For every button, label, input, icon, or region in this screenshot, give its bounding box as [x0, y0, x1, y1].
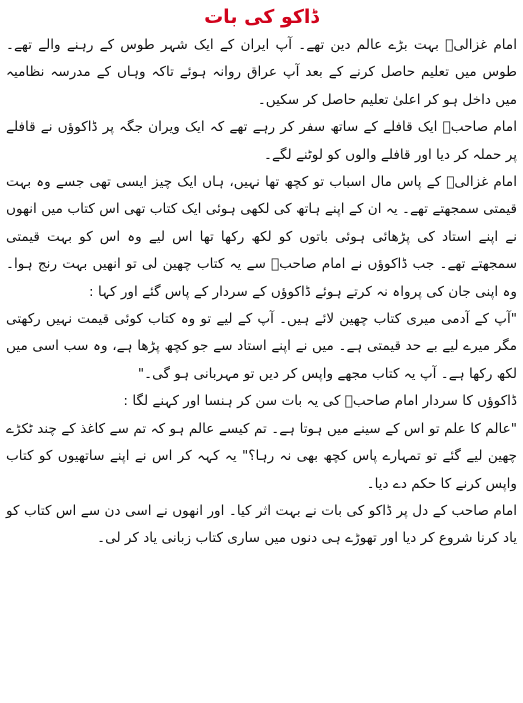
page-title: ڈاکو کی بات — [204, 6, 319, 28]
paragraph-book: امام غزالیؒ کے پاس مال اسباب تو کچھ تھا نہیں، ہاں ایک چیز ایسی تھی جسے وہ بہت قیمتی سمجھتے تھے۔ یہ ان کے اپنے ہاتھ کی لکھی ہوئی ایک کتاب تھی اس کتاب میں انھوں نے اپنے استاد کی پڑھائی ہوئی باتوں کو لکھ رکھا تھا اس لیے وہ اس کو بہت قیمتی سمجھتے تھے۔ جب ڈاکوؤں نے امام صاحبؒ سے یہ کتاب چھین لی تو انھیں بہت رنج ہوا۔ وہ اپنی جان کی پرواہ نہ کرتے ہوئے ڈاکوؤں کے سردار کے پاس گئے اور کہا : — [6, 174, 517, 300]
paragraph-intro: امام غزالیؒ بہت بڑے عالم دین تھے۔ آپ ایران کے ایک شہر طوس کے رہنے والے تھے۔ طوس میں تعلیم حاصل کرنے کے بعد آپ عراق روانہ ہوئے تاکہ وہاں کے مدرسہ نظامیہ میں داخل ہو کر اعلیٰ تعلیم حاصل کر سکیں۔ — [6, 37, 517, 108]
paragraph-leader-quote: "عالم کا علم تو اس کے سینے میں ہوتا ہے۔ تم کیسے عالم ہو کہ تم سے کاغذ کے چند ٹکڑے چھین لیے گئے تو تمہارے پاس کچھ بھی نہ رہا؟" یہ کہہ کر اس نے اپنے ساتھیوں کو کتاب واپس کرنے کا حکم دے دیا۔ — [6, 420, 517, 492]
paragraph-caravan: امام صاحبؒ ایک قافلے کے ساتھ سفر کر رہے تھے کہ ایک ویران جگہ پر ڈاکوؤں نے قافلے پر حملہ کر دیا اور قافلے والوں کو لوٹنے لگے۔ — [6, 119, 517, 163]
paragraph-leader-laughs: ڈاکوؤں کا سردار امام صاحبؒ کی یہ بات سن کر ہنسا اور کہنے لگا : — [123, 393, 517, 410]
story-body — [6, 32, 517, 553]
paragraph-conclusion: امام صاحب کے دل پر ڈاکو کی بات نے بہت اثر کیا۔ اور انھوں نے اسی دن سے اس کتاب کو یاد کرنا شروع کر دیا اور تھوڑے ہی دنوں میں ساری کتاب زبانی یاد کر لی۔ — [6, 502, 517, 547]
paragraph-plea-quote: "آپ کے آدمی میری کتاب چھین لائے ہیں۔ آپ کے لیے تو وہ کتاب کوئی قیمت نہیں رکھتی مگر میرے لیے بے حد قیمتی ہے۔ میں نے اپنے استاد سے جو کچھ پڑھا ہے، وہ سب اسی میں لکھ رکھا ہے۔ آپ یہ کتاب مجھے واپس کر دیں تو مہربانی ہو گی۔" — [6, 311, 517, 382]
